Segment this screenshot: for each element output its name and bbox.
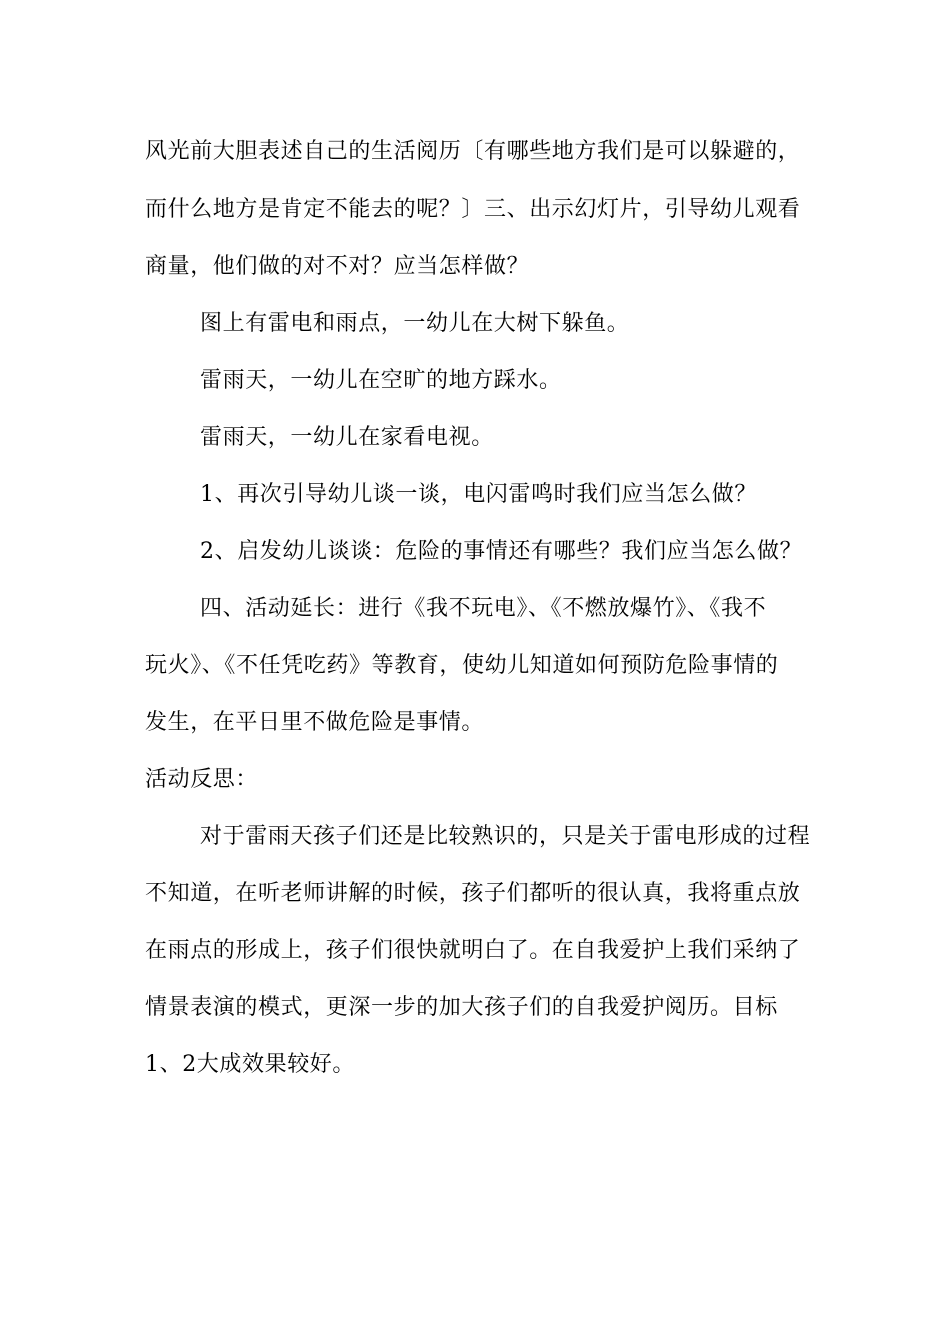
text-line: 发生，在平日里不做危险是事情。 — [145, 710, 485, 735]
text-line: 商量，他们做的对不对？应当怎样做？ — [145, 254, 530, 279]
text-line: 在雨点的形成上，孩子们很快就明白了。在自我爱护上我们采纳了 — [145, 938, 801, 963]
text-line: 雷雨天，一幼儿在空旷的地方踩水。 — [200, 368, 562, 393]
text-line: 而什么地方是肯定不能去的呢？〕三、出示幻灯片，引导幼儿观看 — [145, 197, 801, 222]
text-line: 玩火》、《不任凭吃药》等教育，使幼儿知道如何预防危险事情的 — [145, 653, 779, 678]
text-line: 图上有雷电和雨点，一幼儿在大树下躲鱼。 — [200, 311, 630, 336]
text-line: 四、活动延长：进行《我不玩电》、《不燃放爆竹》、《我不 — [200, 596, 767, 621]
text-line: 风光前大胆表述自己的生活阅历〔有哪些地方我们是可以躲避的， — [145, 139, 801, 164]
text-line: 对于雷雨天孩子们还是比较熟识的，只是关于雷电形成的过程 — [200, 824, 811, 849]
text-line: 1、再次引导幼儿谈一谈，电闪雷鸣时我们应当怎么做？ — [200, 482, 757, 507]
text-line: 不知道，在听老师讲解的时候，孩子们都听的很认真，我将重点放 — [145, 881, 801, 906]
section-heading: 活动反思： — [145, 767, 259, 792]
text-line: 雷雨天，一幼儿在家看电视。 — [200, 425, 494, 450]
text-line: 1、2大成效果较好。 — [145, 1052, 355, 1077]
text-line: 2、启发幼儿谈谈：危险的事情还有哪些？我们应当怎么做？ — [200, 539, 803, 564]
text-line: 情景表演的模式，更深一步的加大孩子们的自我爱护阅历。目标 — [145, 995, 778, 1020]
